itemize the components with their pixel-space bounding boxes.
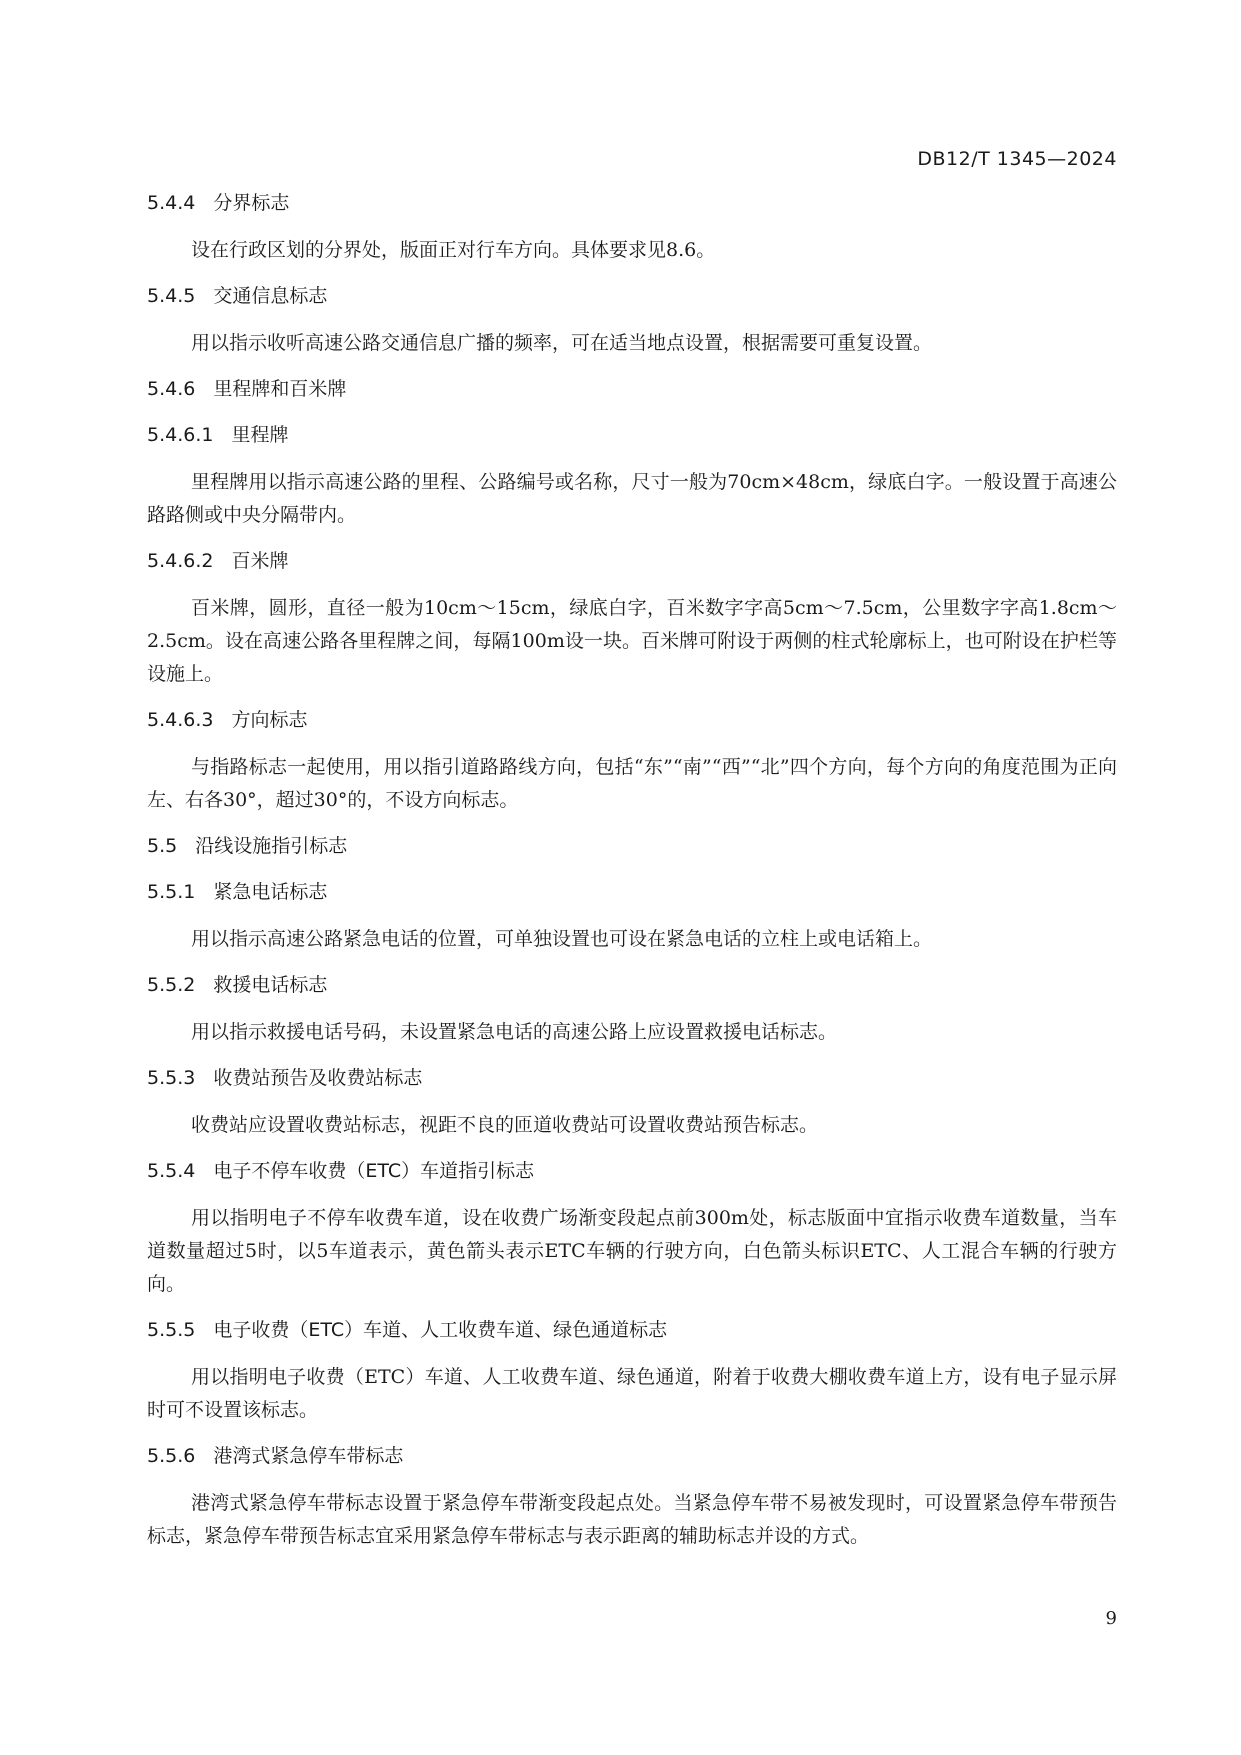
section-number: 5.5.3	[147, 1067, 196, 1089]
section-heading	[147, 831, 1117, 861]
section-number: 5.4.6.3	[147, 709, 214, 731]
paragraph: 收费站应设置收费站标志，视距不良的匝道收费站可设置收费站预告标志。	[191, 1114, 819, 1136]
page-number: 9	[1105, 1608, 1117, 1629]
section-heading	[147, 705, 1117, 735]
section-title: 交通信息标志	[213, 285, 328, 307]
section-heading	[147, 1441, 1117, 1471]
paragraph: 港湾式紧急停车带标志设置于紧急停车带渐变段起点处。当紧急停车带不易被发现时，可设置紧急停车带预告标志，紧急停车带预告标志宜采用紧急停车带标志与表示距离的辅助标志并设的方式。	[147, 1492, 1117, 1547]
section-heading	[147, 1156, 1117, 1186]
section-title: 分界标志	[213, 192, 290, 214]
section-title: 电子不停车收费（ETC）车道指引标志	[213, 1160, 535, 1182]
section-number: 5.5.6	[147, 1445, 196, 1467]
paragraph: 设在行政区划的分界处，版面正对行车方向。具体要求见8.6。	[191, 239, 716, 261]
section-number: 5.4.6.2	[147, 550, 214, 572]
paragraph: 与指路标志一起使用，用以指引道路路线方向，包括“东”“南”“西”“北”四个方向，每个方向的角度范围为正向左、右各30°，超过30°的，不设方向标志。	[147, 756, 1117, 811]
paragraph: 里程牌用以指示高速公路的里程、公路编号或名称，尺寸一般为70cm×48cm，绿底白字。一般设置于高速公路路侧或中央分隔带内。	[147, 471, 1117, 526]
section-title: 救援电话标志	[213, 974, 328, 996]
section-heading	[147, 1315, 1117, 1345]
section-title: 紧急电话标志	[213, 881, 328, 903]
section-heading	[147, 420, 1117, 450]
section-number: 5.5.4	[147, 1160, 196, 1182]
section-number: 5.4.4	[147, 192, 196, 214]
section-heading	[147, 281, 1117, 311]
section-number: 5.4.6	[147, 378, 196, 400]
section-title: 方向标志	[231, 709, 308, 731]
section-heading	[147, 374, 1117, 404]
section-title: 收费站预告及收费站标志	[213, 1067, 423, 1089]
section-title: 电子收费（ETC）车道、人工收费车道、绿色通道标志	[213, 1319, 668, 1341]
section-title: 百米牌	[231, 550, 289, 572]
paragraph: 用以指示收听高速公路交通信息广播的频率，可在适当地点设置，根据需要可重复设置。	[191, 332, 933, 354]
section-title: 港湾式紧急停车带标志	[213, 1445, 404, 1467]
section-number: 5.5	[147, 835, 178, 857]
section-heading	[147, 1063, 1117, 1093]
section-heading	[147, 877, 1117, 907]
section-number: 5.5.5	[147, 1319, 196, 1341]
paragraph: 用以指明电子不停车收费车道，设在收费广场渐变段起点前300m处，标志版面中宜指示收费车道数量，当车道数量超过5时，以5车道表示，黄色箭头表示ETC车辆的行驶方向，白色箭头标识ETC、人工混合车辆的行驶方向。	[147, 1207, 1117, 1295]
paragraph: 用以指示高速公路紧急电话的位置，可单独设置也可设在紧急电话的立柱上或电话箱上。	[191, 928, 933, 950]
section-number: 5.4.5	[147, 285, 196, 307]
paragraph: 百米牌，圆形，直径一般为10cm～15cm，绿底白字，百米数字字高5cm～7.5cm，公里数字字高1.8cm～2.5cm。设在高速公路各里程牌之间，每隔100m设一块。百米牌可附设于两侧的柱式轮廓标上，也可附设在护栏等设施上。	[147, 597, 1117, 685]
document-id: DB12/T 1345—2024	[917, 148, 1117, 170]
section-heading	[147, 188, 1117, 218]
section-heading	[147, 546, 1117, 576]
paragraph: 用以指示救援电话号码，未设置紧急电话的高速公路上应设置救援电话标志。	[191, 1021, 838, 1043]
section-title: 里程牌和百米牌	[213, 378, 347, 400]
section-number: 5.5.2	[147, 974, 196, 996]
section-number: 5.5.1	[147, 881, 196, 903]
section-heading	[147, 970, 1117, 1000]
section-number: 5.4.6.1	[147, 424, 214, 446]
paragraph: 用以指明电子收费（ETC）车道、人工收费车道、绿色通道，附着于收费大棚收费车道上方，设有电子显示屏时可不设置该标志。	[147, 1366, 1117, 1421]
section-title: 沿线设施指引标志	[195, 835, 348, 857]
document-body	[147, 188, 1117, 1567]
section-title: 里程牌	[231, 424, 289, 446]
